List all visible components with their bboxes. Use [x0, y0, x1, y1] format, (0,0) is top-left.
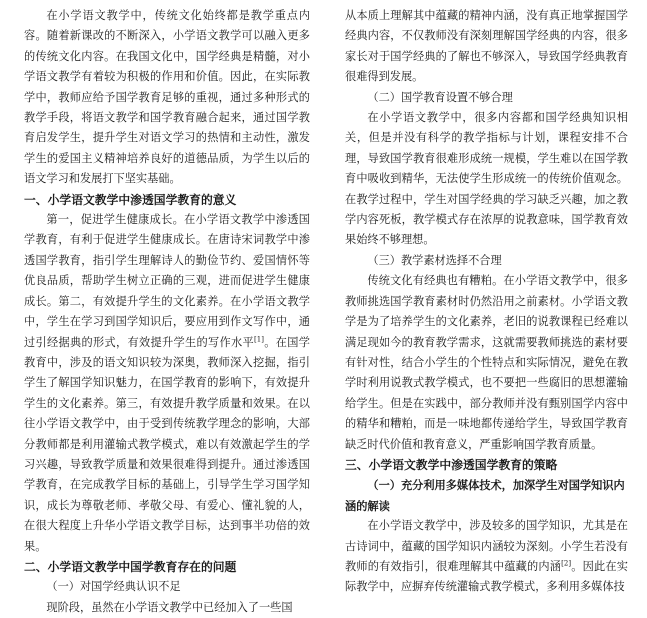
strategy1-text-part1: 在小学语文教学中，涉及较多的国学知识，尤其是在古诗词中，蕴藏的国学知识内涵较为深刻。小学生若没有教师的有效指引，很难理解其中蕴藏的内涵 — [345, 519, 628, 573]
section-heading-problems: 二、小学语文教学中国学教育存在的问题 — [24, 559, 237, 574]
section-heading-strategies: 三、小学语文教学中渗透国学教育的策略 — [345, 457, 558, 472]
left-column — [24, 6, 310, 618]
strategy1-text-part2: 。因此在实际教学中，应摒弃传统灌输式教学模式，多利用多媒体技 — [345, 559, 628, 594]
right-column — [345, 6, 628, 598]
significance-text-part2: 。在国学教育中，涉及的语文知识较为深奥，教师深入挖掘，指引学生了解国学知识魅力，在国学教育的影响下，有效提升学生的文化素养。第三，有效提升教学质量和效果。在以往小学语文教学中，由于受到传统教学理念的影响，大部分教师都是利用灌输式教学模式，难以有效激起学生的学习兴趣，导致教学质量和效果很难得到提升。通过渗透国学教育，在完成教学目标的基础上，引导学生学习国学知识，成长为尊敬老师、孝敬父母、有爱心、懂礼貌的人，在很大程度上升华小学语文教学目标，达到事半功倍的效果。 — [24, 335, 310, 553]
problem3-paragraph: 传统文化有经典也有糟粕。在小学语文教学中，很多教师挑选国学教育素材时仍然沿用之前素材。小学语文教学是为了培养学生的文化素养，老旧的说教课程已经难以满足现如今的教育教学需求，这就需要教师挑选的素材要有针对性，结合小学生的个性特点和实际情况，避免在教学时利用说教式教学模式，也不要把一些腐旧的思想灌输给学生。但是在实践中，部分教师并没有甄别国学内容中的精华和糟粕，而是一味地都传递给学生，导致国学教育缺乏时代价值和教育意义，严重影响国学教育质量。 — [345, 274, 628, 451]
significance-paragraph — [24, 210, 310, 557]
citation-2: [2] — [561, 559, 572, 568]
intro-paragraph: 在小学语文教学中，传统文化始终都是教学重点内容。随着新课改的不断深入，小学语文教学可以融入更多的传统文化内容。在我国文化中，国学经典是精髓，对小学语文教学有着较为积极的作用和价值。因此，在实际教学中，教师应给予国学教育足够的重视，通过多种形式的教学手段，将语文教学和国学教育融合起来，通过国学教育启发学生，提升学生对语文学习的热情和主动性，激发学生的爱国主义精神培养良好的道德品质，为学生以后的语文学习和发展打下坚实基础。 — [24, 9, 310, 186]
problem1-paragraph-continued: 从本质上理解其中蕴藏的精神内涵，没有真正地掌握国学经典内容，不仅教师没有深刻理解国学经典的内容，很多家长对于国学经典的了解也不够深入，导致国学经典教育很难得到发展。 — [345, 9, 628, 84]
citation-1: [1] — [254, 334, 264, 343]
subheading-multimedia-line2: 涵的解读 — [345, 498, 390, 513]
subheading-unreasonable-setup: （二）国学教育设置不够合理 — [367, 90, 513, 104]
strategy1-paragraph — [345, 516, 628, 598]
subheading-multimedia-line1: （一）充分利用多媒体技术，加深学生对国学知识内 — [367, 478, 625, 493]
subheading-material-selection: （三）教学素材选择不合理 — [367, 253, 502, 267]
section-heading-significance: 一、小学语文教学中渗透国学教育的意义 — [24, 192, 237, 207]
subheading-insufficient-understanding: （一）对国学经典认识不足 — [46, 580, 181, 594]
significance-text-part1: 第一，促进学生健康成长。在小学语文教学中渗透国学教育，有利于促进学生健康成长。在唐诗宋词教学中渗透国学教育，指引学生理解诗人的勤俭节约、爱国情怀等优良品质，帮助学生树立正确的三观，进而促进学生健康成长。第二，有效提升学生的文化素养。在小学语文教学中，学生在学习到国学知识后，要应用到作文写作中，通过引经据典的形式，有效提升学生的写作水平 — [24, 213, 310, 349]
problem2-paragraph: 在小学语文教学中，很多内容都和国学经典知识相关，但是并没有科学的教学指标与计划，课程安排不合理，导致国学教育很难形成统一规模，学生难以在国学教育中吸收到精华，无法使学生形成统一的传统价值观念。在教学过程中，学生对国学经典的学习缺乏兴趣，加之教学内容死板，教学模式存在浓厚的说教意味，国学教育效果始终不够理想。 — [345, 111, 628, 247]
problem1-paragraph-start: 现阶段，虽然在小学语文教学中已经加入了一些国 — [46, 600, 293, 614]
